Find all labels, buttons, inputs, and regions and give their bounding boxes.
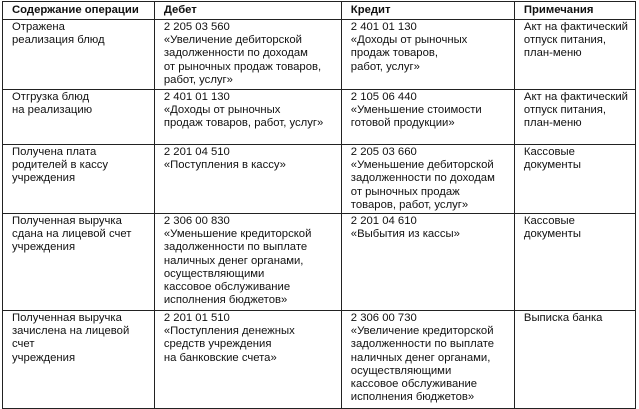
table-row (3, 311, 636, 409)
cell-notes: Выписка банка (514, 311, 635, 409)
cell-operation: Отгрузка блюд на реализацию (3, 90, 155, 145)
table-row (3, 20, 636, 90)
cell-debit: 2 205 03 560 «Увеличение дебиторской задолженности по доходам от рыночных продаж товаров, работ, услуг» (154, 20, 341, 90)
cell-debit: 2 401 01 130 «Доходы от рыночных продаж товаров, работ, услуг» (154, 90, 341, 145)
cell-notes: Кассовые документы (514, 145, 635, 214)
cell-operation: Полученная выручка зачислена на лицевой счет учреждения (3, 311, 155, 409)
cell-debit: 2 201 04 510 «Поступления в кассу» (154, 145, 341, 214)
cell-credit: 2 205 03 660 «Уменьшение дебиторской задолженности по доходам от рыночных продаж товаров, работ, услуг» (341, 145, 514, 214)
cell-debit: 2 306 00 830 «Уменьшение кредиторской задолженности по выплате наличных денег органами, осуществляющими кассовое обслуживание исполнения бюджетов» (154, 214, 341, 311)
accounting-entries-table (2, 1, 636, 409)
cell-credit: 2 201 04 610 «Выбытия из кассы» (341, 214, 514, 311)
header-operation: Содержание операции (3, 2, 155, 20)
table-header-row (3, 2, 636, 20)
table-row (3, 214, 636, 311)
cell-operation: Полученная выручка сдана на лицевой счет учреждения (3, 214, 155, 311)
cell-debit: 2 201 01 510 «Поступления денежных средств учреждения на банковские счета» (154, 311, 341, 409)
header-notes: Примечания (514, 2, 635, 20)
cell-credit: 2 306 00 730 «Увеличение кредиторской задолженности по выплате наличных денег органами, осуществляющими кассовое обслуживание исполнения бюджетов» (341, 311, 514, 409)
cell-notes: Акт на фактический отпуск питания, план-меню (514, 90, 635, 145)
table-row (3, 145, 636, 214)
header-debit: Дебет (154, 2, 341, 20)
cell-operation: Получена плата родителей в кассу учреждения (3, 145, 155, 214)
cell-notes: Кассовые документы (514, 214, 635, 311)
cell-notes: Акт на фактический отпуск питания, план-меню (514, 20, 635, 90)
header-credit: Кредит (341, 2, 514, 20)
cell-credit: 2 401 01 130 «Доходы от рыночных продаж товаров, работ, услуг» (341, 20, 514, 90)
table-row (3, 90, 636, 145)
cell-credit: 2 105 06 440 «Уменьшение стоимости готовой продукции» (341, 90, 514, 145)
cell-operation: Отражена реализация блюд (3, 20, 155, 90)
